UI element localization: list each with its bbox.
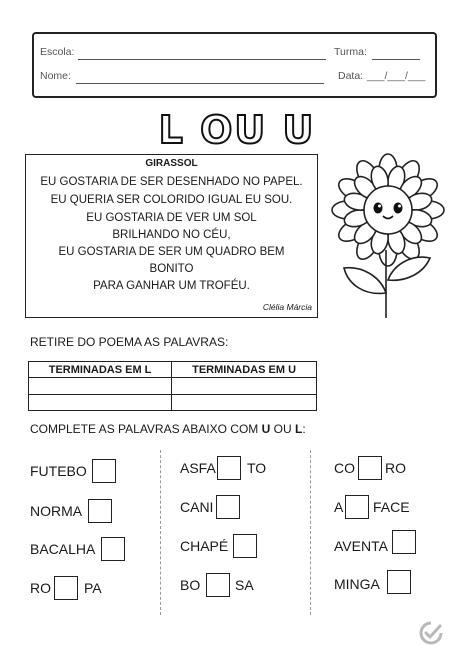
class-line[interactable] (372, 59, 420, 60)
page-title: L OU U (158, 108, 316, 152)
poem-line: BRILHANDO NO CÉU, (112, 229, 231, 241)
answer-cell[interactable] (172, 394, 317, 410)
word-ro: RO (30, 580, 51, 596)
date-blank[interactable]: ___/___/___ (367, 70, 426, 82)
poem-line: EU GOSTARIA DE VER UM SOL (86, 212, 257, 224)
poem-author: Clélia Márcia (262, 302, 312, 312)
date-label: Data: (338, 70, 364, 82)
poem-line: BONITO (149, 263, 194, 275)
words-table (28, 361, 317, 411)
word-ro: RO (385, 460, 406, 476)
school-line[interactable] (78, 59, 326, 60)
word-aventa: AVENTA (334, 538, 388, 554)
word-minga: MINGA (334, 576, 380, 592)
letter-blank[interactable] (345, 495, 369, 519)
column-divider (160, 450, 161, 615)
class-label: Turma: (334, 46, 367, 58)
letter-l: L (294, 422, 303, 436)
letter-u: U (261, 422, 271, 436)
poem-line: EU GOSTARIA DE SER DESENHADO NO PAPEL. (40, 176, 303, 188)
instruction-or: OU (270, 422, 295, 436)
letter-blank[interactable] (387, 570, 411, 594)
poem-line: EU QUERIA SER COLORIDO IGUAL EU SOU. (50, 194, 293, 206)
letter-blank[interactable] (101, 537, 125, 561)
word-a: A (334, 499, 344, 515)
poem-title: GIRASSOL (145, 158, 198, 169)
answer-cell[interactable] (29, 394, 172, 410)
letter-blank[interactable] (88, 499, 112, 523)
letter-blank[interactable] (217, 456, 241, 480)
column-header-u: TERMINADAS EM U (172, 362, 317, 378)
poem-line: EU GOSTARIA DE SER UM QUADRO BEM (58, 246, 285, 258)
poem-line: PARA GANHAR UM TROFÉU. (93, 280, 250, 292)
word-sa: SA (235, 577, 254, 593)
column-divider (310, 450, 311, 615)
student-info-box (32, 32, 437, 98)
exercise2-instruction (30, 422, 306, 436)
word-asfa: ASFA (180, 460, 216, 476)
column-header-l: TERMINADAS EM L (29, 362, 172, 378)
word-norma: NORMA (30, 503, 83, 519)
letter-blank[interactable] (54, 576, 78, 600)
letter-blank[interactable] (216, 495, 240, 519)
instruction-colon: : (302, 422, 306, 436)
instruction-text: COMPLETE AS PALAVRAS ABAIXO COM (30, 422, 262, 436)
letter-blank[interactable] (392, 530, 416, 554)
word-face: FACE (373, 499, 410, 515)
sunflower-icon (326, 148, 458, 320)
word-chape: CHAPÉ (180, 538, 229, 554)
letter-blank[interactable] (92, 459, 116, 483)
name-label: Nome: (40, 70, 71, 82)
word-co: CO (334, 460, 355, 476)
word-pa: PA (84, 580, 102, 596)
exercise1-instruction: RETIRE DO POEMA AS PALAVRAS: (30, 335, 229, 349)
word-futebo: FUTEBO (30, 463, 87, 479)
word-cani: CANI (180, 499, 214, 515)
check-logo-icon (418, 620, 444, 646)
letter-blank[interactable] (206, 573, 230, 597)
answer-cell[interactable] (172, 378, 317, 394)
school-label: Escola: (40, 46, 75, 58)
name-line[interactable] (76, 83, 324, 84)
word-bacalha: BACALHA (30, 541, 96, 557)
letter-blank[interactable] (358, 456, 382, 480)
letter-blank[interactable] (233, 534, 257, 558)
word-to: TO (247, 460, 267, 476)
answer-cell[interactable] (29, 378, 172, 394)
word-bo: BO (180, 577, 201, 593)
